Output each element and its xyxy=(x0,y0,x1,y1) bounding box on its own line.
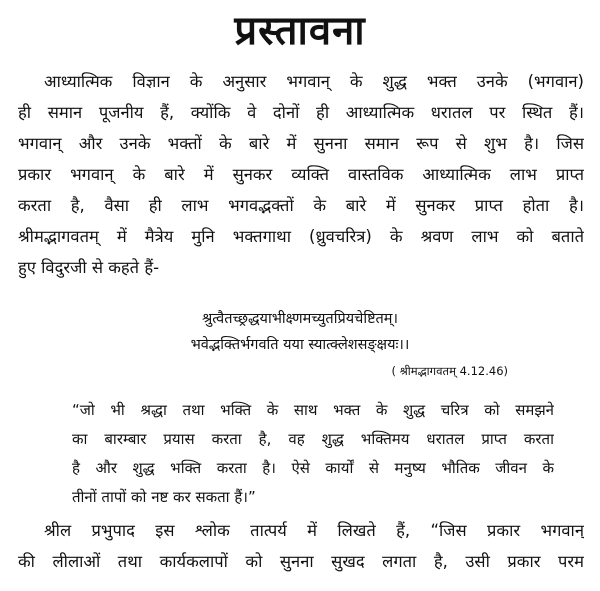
verse-line: श्रुत्वैतच्छ्रद्धयाभीक्ष्णमच्युतप्रियचेष्टितम्। xyxy=(202,311,398,327)
paragraph-line: करता है, वैसा ही लाभ भगवद्भक्तों के बारे में सुनकर प्राप्त होता है। xyxy=(18,196,584,215)
paragraph-line: हुए विदुरजी से कहते हैं- xyxy=(18,258,160,277)
verse-line: भवेद्भक्तिर्भगवति यया स्यात्क्लेशसङ्क्षयः।। xyxy=(190,337,410,353)
quote-line: का बारम्बार प्रयास करता है, वह शुद्ध भक्तिमय धरातल प्राप्त करता xyxy=(72,430,554,448)
quote-line: “जो भी श्रद्धा तथा भक्ति के साथ भक्त के शुद्ध चरित्र को समझने xyxy=(72,401,554,419)
paragraph-line: श्रीमद्भागवतम् में मैत्रेय मुनि भक्तगाथा (ध्रुवचरित्र) के श्रवण लाभ को बताते xyxy=(18,227,584,246)
quote-block xyxy=(72,396,554,512)
paragraph-line: की लीलाओं तथा कार्यकलापों को सुनना सुखद लगता है, उसी प्रकार परम xyxy=(18,552,584,571)
sanskrit-verse xyxy=(0,306,600,358)
closing-paragraph xyxy=(18,515,584,577)
paragraph-line: आध्यात्मिक विज्ञान के अनुसार भगवान् के शुद्ध भक्त उनके (भगवान) xyxy=(44,72,584,91)
verse-source: ( श्रीमद्भागवतम् 4.12.46) xyxy=(391,364,508,378)
paragraph-line: भगवान् और उनके भक्तों के बारे में सुनना समान रूप से शुभ है। जिस xyxy=(18,134,584,153)
paragraph-line: ही समान पूजनीय हैं, क्योंकि वे दोनों ही आध्यात्मिक धरातल पर स्थित हैं। xyxy=(18,103,584,122)
page-title: प्रस्तावना xyxy=(234,8,366,54)
quote-line: है और शुद्ध भक्ति करता है। ऐसे कार्यों से मनुष्य भौतिक जीवन के xyxy=(72,459,554,477)
paragraph-line: प्रकार भगवान् के बारे में सुनकर व्यक्ति वास्तविक आध्यात्मिक लाभ प्राप्त xyxy=(18,165,584,184)
paragraph-line: श्रील प्रभुपाद इस श्लोक तात्पर्य में लिखते हैं, “जिस प्रकार भगवान् xyxy=(44,521,584,540)
quote-line: तीनों तापों को नष्ट कर सकता हैं।” xyxy=(72,488,256,506)
intro-paragraph xyxy=(18,66,584,283)
